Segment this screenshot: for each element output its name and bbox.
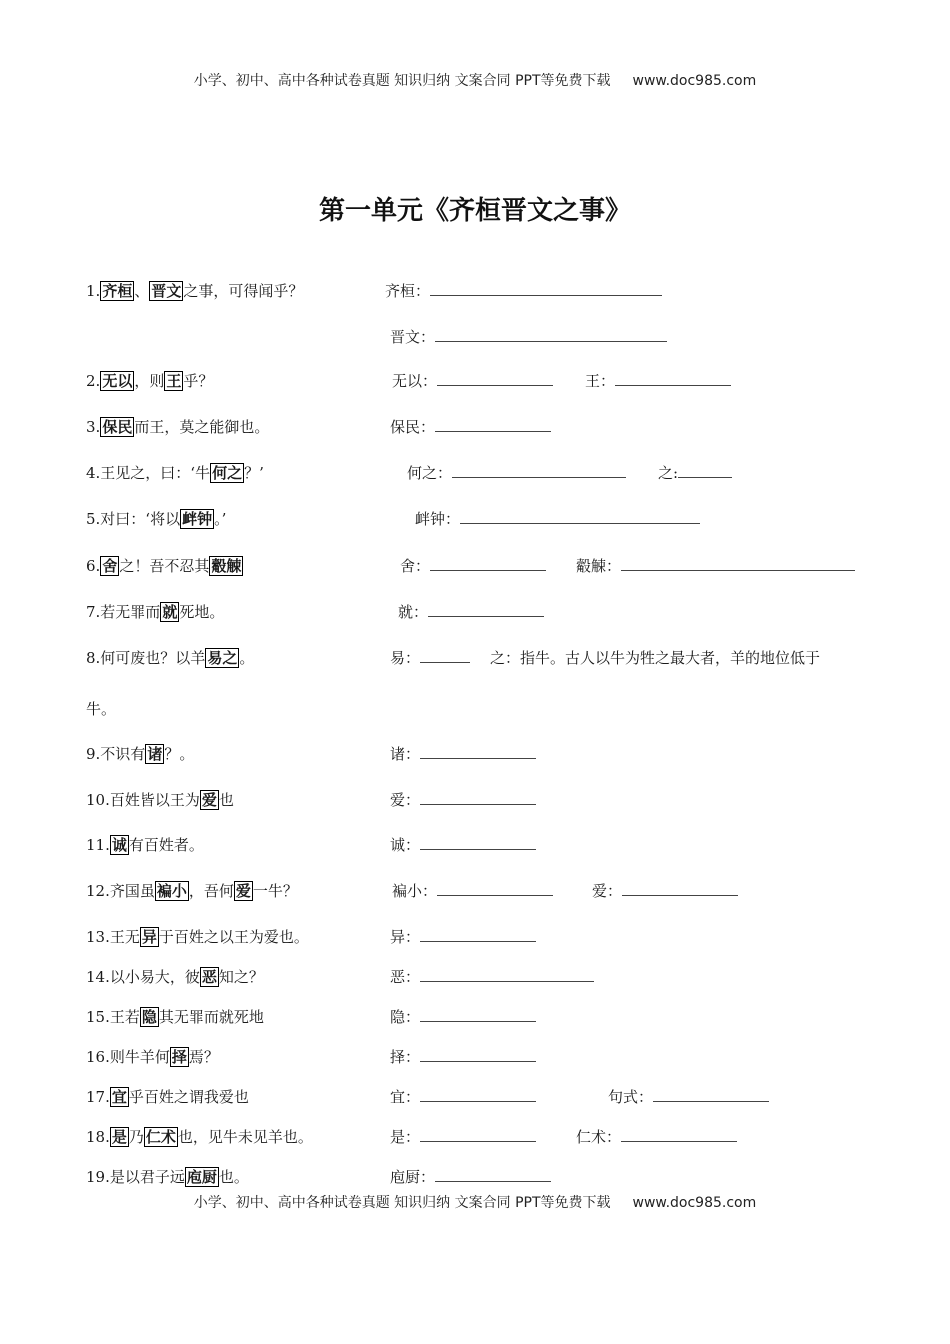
keyword-box: 异 [141,928,157,946]
answer-blank-line[interactable] [420,927,536,942]
answer-blank-line[interactable] [428,602,544,617]
answer-blank-line[interactable] [420,790,536,805]
question-text [86,880,298,901]
answer-label: 异： [390,928,421,946]
sentence-fragment: 。 [239,649,255,667]
sentence-fragment: 12.齐国虽 [86,882,155,900]
question-text [86,1086,249,1107]
keyword-box: 觳觫 [211,557,242,575]
answer-blank-line[interactable] [437,371,553,386]
question-text [86,555,243,576]
sentence-fragment: 有百姓者。 [128,836,204,854]
answer-field [390,1046,536,1067]
answer-field [390,326,667,347]
question-row [0,1086,950,1116]
answer-field [390,647,470,668]
sentence-fragment: 。’ [214,510,227,528]
answer-blank-line[interactable] [420,1127,536,1142]
question-text [86,1126,313,1147]
answer-field [658,462,732,483]
answer-field [390,743,536,764]
question-row [0,880,950,910]
sentence-fragment: 6. [86,557,101,575]
answer-label: 宜： [390,1088,421,1106]
sentence-fragment: 16.则牛羊何 [86,1048,170,1066]
footer-site: www.doc985.com [632,1195,757,1211]
answer-label: 无以： [392,372,438,390]
sentence-fragment: 、 [134,282,150,300]
answer-field [390,834,536,855]
answer-blank-line[interactable] [678,463,732,478]
answer-blank-line[interactable] [615,371,731,386]
sentence-fragment: 也。 [218,1168,249,1186]
sentence-fragment: 8.何可废也？以羊 [86,649,206,667]
answer-field [608,1086,769,1107]
sentence-fragment: 乎百姓之谓我爱也 [128,1088,249,1106]
question-row [0,1046,950,1076]
sentence-fragment: ，吾何 [188,882,234,900]
keyword-box: 是 [111,1128,127,1146]
answer-field [390,926,536,947]
answer-field [576,555,855,576]
sentence-fragment: 19.是以君子远 [86,1168,185,1186]
answer-label: 句式： [608,1088,654,1106]
answer-label: 何之： [407,464,453,482]
answer-label: 保民： [390,418,436,436]
question-text [86,789,234,810]
sentence-fragment: 其无罪而就死地 [158,1008,264,1026]
keyword-box: 就 [162,603,178,621]
keyword-box: 舍 [102,557,118,575]
sentence-fragment: ？。 [164,745,195,763]
answer-label: 衅钟： [415,510,461,528]
answer-label: 隐： [390,1008,421,1026]
sentence-fragment: 之事，可得闻乎？ [183,282,304,300]
answer-label: 爱： [592,882,623,900]
question-row [0,370,950,400]
answer-field [390,789,536,810]
answer-label: 易： [390,649,421,667]
question-row [0,1126,950,1156]
keyword-box: 王 [166,372,182,390]
sentence-fragment: 也，见牛未见羊也。 [177,1128,313,1146]
answer-blank-line[interactable] [420,648,470,663]
answer-field [390,1166,551,1187]
sentence-fragment: 一牛？ [252,882,298,900]
question-row [0,462,950,492]
answer-blank-line[interactable] [653,1087,769,1102]
answer-blank-line[interactable] [420,967,594,982]
keyword-box: 褊小 [156,882,187,900]
question-text [86,834,204,855]
answer-field [576,1126,737,1147]
question-text [86,743,194,764]
answer-label: 觳觫： [576,557,622,575]
answer-label: 之: [658,464,679,482]
question-row [0,647,950,677]
answer-label: 诸： [390,745,421,763]
answer-blank-line[interactable] [622,881,738,896]
answer-label: 褊小： [392,882,438,900]
answer-blank-line[interactable] [420,744,536,759]
sentence-fragment: 乃 [128,1128,144,1146]
answer-field [390,416,551,437]
question-text [86,462,264,483]
sentence-fragment: ？’ [244,464,264,482]
answer-blank-line[interactable] [621,556,855,571]
question-text [86,1046,219,1067]
question-text [86,1166,249,1187]
answer-blank-line[interactable] [430,281,662,296]
question-text [86,1006,264,1027]
question-row [0,789,950,819]
answer-field [592,880,738,901]
answer-field [390,966,594,987]
sentence-fragment: 14.以小易大，彼 [86,968,200,986]
keyword-box: 恶 [201,968,217,986]
answer-label: 是： [390,1128,421,1146]
question-row [0,926,950,956]
answer-field [392,370,553,391]
sentence-fragment: 焉？ [188,1048,219,1066]
answer-blank-line[interactable] [420,835,536,850]
sentence-fragment: 9.不识有 [86,745,146,763]
answer-label: 舍： [400,557,431,575]
question-text [86,647,254,668]
sentence-fragment: 7.若无罪而 [86,603,161,621]
answer-blank-line[interactable] [420,1007,536,1022]
header-text: 小学、初中、高中各种试卷真题 知识归纳 文案合同 PPT等免费下载 [193,73,611,89]
answer-field [392,880,553,901]
answer-field [398,601,544,622]
keyword-box: 仁术 [145,1128,176,1146]
keyword-box: 晋文 [151,282,182,300]
question-row [0,966,950,996]
keyword-box: 无以 [102,372,133,390]
sentence-fragment: 死地。 [179,603,225,621]
answer-blank-line[interactable] [437,881,553,896]
page-title: 第一单元《齐桓晋文之事》 [318,196,631,226]
question-row [0,280,950,310]
answer-blank-line[interactable] [460,509,700,524]
question-text [86,926,309,947]
keyword-box: 择 [171,1048,187,1066]
question-row [0,416,950,446]
answer-label: 就： [398,603,429,621]
answer-field [400,555,546,576]
sentence-fragment: 而王，莫之能御也。 [134,418,270,436]
answer-field [490,647,820,668]
answer-field [585,370,731,391]
answer-blank-line[interactable] [435,417,551,432]
answer-label: 庖厨： [390,1168,436,1186]
answer-label: 仁术： [576,1128,622,1146]
answer-field [415,508,700,529]
question-text [86,416,269,437]
keyword-box: 诸 [147,745,163,763]
keyword-box: 衅钟 [182,510,213,528]
sentence-fragment: 2. [86,372,101,390]
question-row [0,508,950,538]
question-row [0,743,950,773]
keyword-box: 隐 [141,1008,157,1026]
page-footer [0,1192,950,1212]
sentence-fragment: 17. [86,1088,110,1106]
question-row [0,834,950,864]
keyword-box: 爱 [235,882,251,900]
answer-field [390,1086,536,1107]
sentence-fragment: 4.王见之，曰：‘牛 [86,464,211,482]
answer-label: 之：指牛。古人以牛为牲之最大者，羊的地位低于 [490,649,821,667]
sentence-fragment: ，则 [134,372,165,390]
question-row [0,555,950,585]
answer-blank-line[interactable] [420,1047,536,1062]
answer-field [390,1006,536,1027]
answer-label: 晋文： [390,328,436,346]
header-site: www.doc985.com [632,73,757,89]
answer-label: 诚： [390,836,421,854]
keyword-box: 爱 [201,791,217,809]
answer-label: 齐桓： [385,282,431,300]
sentence-fragment: 于百姓之以王为爱也。 [158,928,309,946]
answer-blank-line[interactable] [435,1167,551,1182]
sentence-fragment: 10.百姓皆以王为 [86,791,200,809]
question-text [86,601,224,622]
sentence-fragment: 5.对曰：‘将以 [86,510,181,528]
continuation-text: 牛。 [86,700,117,718]
answer-blank-line[interactable] [420,1087,536,1102]
question-text [86,966,264,987]
answer-label: 王： [585,372,616,390]
keyword-box: 齐桓 [102,282,133,300]
answer-blank-line[interactable] [452,463,626,478]
answer-field [390,1126,536,1147]
sentence-fragment: 乎？ [183,372,214,390]
sentence-fragment: 也 [218,791,234,809]
page-header [0,70,950,90]
answer-field [385,280,662,301]
keyword-box: 保民 [102,418,133,436]
keyword-box: 宜 [111,1088,127,1106]
keyword-box: 庖厨 [186,1168,217,1186]
sentence-fragment: 1. [86,282,101,300]
question-text [86,370,213,391]
answer-label: 爱： [390,791,421,809]
answer-label: 择： [390,1048,421,1066]
question-row [0,1006,950,1036]
sentence-fragment: 13.王无 [86,928,140,946]
answer-field [407,462,626,483]
sentence-fragment: 15.王若 [86,1008,140,1026]
question-text [86,508,226,529]
answer-blank-line[interactable] [430,556,546,571]
sentence-fragment: 知之？ [218,968,264,986]
answer-label: 恶： [390,968,421,986]
question-text [86,280,303,301]
keyword-box: 诚 [111,836,127,854]
answer-blank-line[interactable] [435,327,667,342]
sentence-fragment: 18. [86,1128,110,1146]
question-row [0,601,950,631]
keyword-box: 何之 [212,464,243,482]
question-row [0,326,950,356]
answer-blank-line[interactable] [621,1127,737,1142]
sentence-fragment: 之！吾不忍其 [119,557,210,575]
sentence-fragment: 11. [86,836,110,854]
footer-text: 小学、初中、高中各种试卷真题 知识归纳 文案合同 PPT等免费下载 [193,1195,611,1211]
keyword-box: 易之 [207,649,238,667]
question-row [0,698,950,728]
sentence-fragment: 3. [86,418,101,436]
